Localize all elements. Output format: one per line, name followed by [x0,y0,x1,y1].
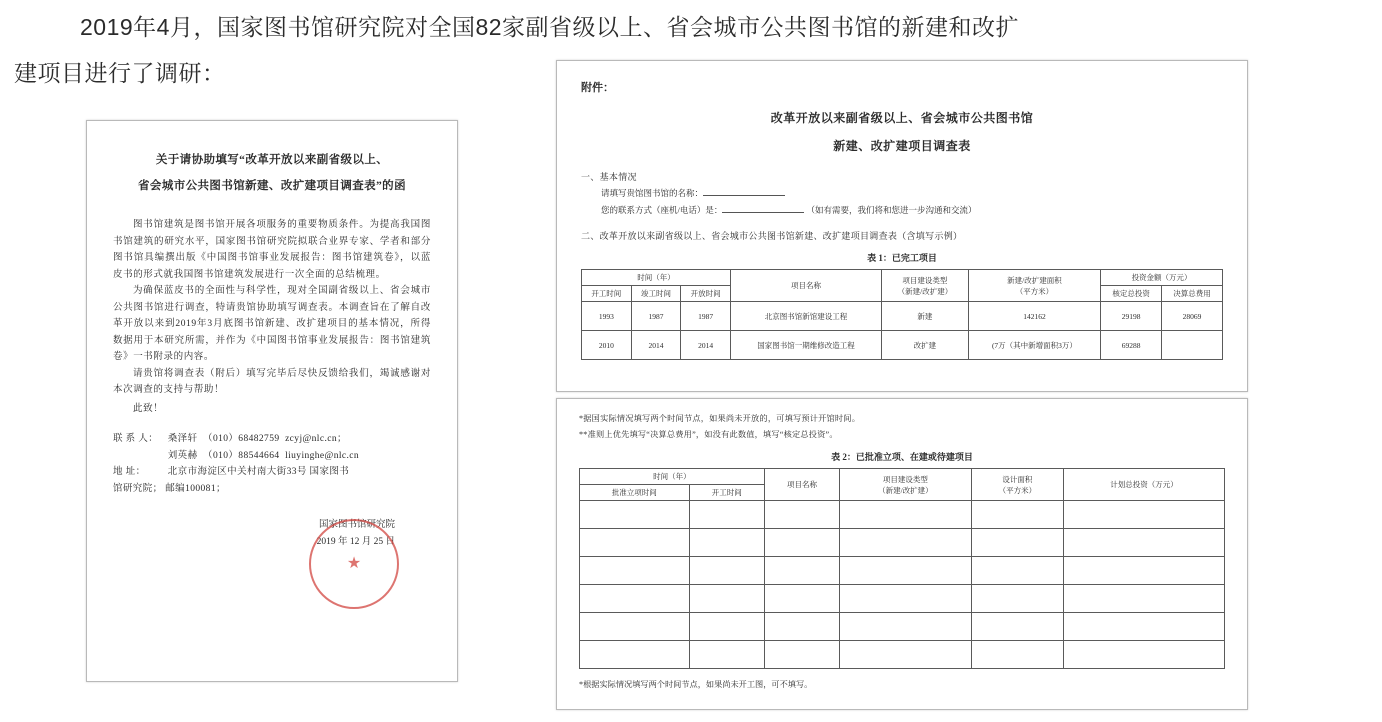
contact-email-2: liuyinghe@nlc.cn [285,450,360,461]
th2-build-type-main: 项目建设类型 [882,474,928,484]
red-seal-icon [309,519,399,609]
form-section-1-heading: 一、基本情况 [581,172,637,182]
th-approved-invest: 核定总投资 [1101,286,1162,302]
cell-approved-1: 29198 [1101,302,1162,331]
address-row [113,464,431,481]
contact-row-2 [113,448,431,465]
letter-body [113,217,431,417]
th-complete-time: 竣工时间 [631,286,681,302]
th-area-sub: （平方米） [1015,286,1054,296]
empty-cell[interactable] [689,529,764,557]
form-footnote: *根据实际情况填写两个时间节点，如果尚未开工图，可不填写。 [579,680,813,689]
empty-cell[interactable] [971,557,1063,585]
form-field-1 [601,185,1223,202]
empty-cell[interactable] [840,529,971,557]
signature-date: 2019 年 12 月 25 日 [316,537,395,547]
signature-org: 国家图书馆研究院 [318,520,395,530]
cell-start-1: 1993 [582,302,632,331]
cell-name-1: 北京图书馆新馆建设工程 [730,302,881,331]
cell-approved-2: 69288 [1101,331,1162,360]
form-field-1-label: 请填写贵馆图书馆的名称： [601,188,704,198]
th-area-main: 新建/改扩建面积 [1007,275,1062,285]
planned-projects-table [579,468,1225,669]
contact-row-1 [113,431,431,448]
letter-title-line-2: 省会城市公共图书馆新建、改扩建项目调查表”的函 [138,180,406,192]
th2-invest: 计划总投资（万元） [1064,469,1225,501]
cell-complete-2: 2014 [631,331,681,360]
cell-complete-1: 1987 [631,302,681,331]
survey-form-top-scan [556,60,1248,392]
empty-cell[interactable] [580,613,690,641]
form-top-title-line-2: 新建、改扩建项目调查表 [833,139,971,153]
empty-cell[interactable] [971,641,1063,669]
empty-cell[interactable] [764,529,839,557]
empty-cell[interactable] [764,501,839,529]
table-2-header-row-1 [580,469,1225,485]
letter-salute: 此致！ [133,403,164,414]
th2-area-sub: （平方米） [998,485,1037,495]
letter-scan-image [86,120,458,682]
empty-cell[interactable] [580,529,690,557]
form-top-inner [557,61,1247,380]
th2-build-type [840,469,971,501]
empty-cell[interactable] [1064,641,1225,669]
th-settled-cost: 决算总费用 [1162,286,1223,302]
table-row [580,557,1225,585]
cell-name-2: 国家图书馆一期维修改造工程 [730,331,881,360]
table-row [580,641,1225,669]
empty-cell[interactable] [580,585,690,613]
letter-paragraph-3: 请贵馆将调查表（附后）填写完毕后尽快反馈给我们，竭诚感谢对本次调查的支持与帮助！ [113,368,431,395]
th-start-time: 开工时间 [582,286,632,302]
form-field-2-tail: （如有需要，我们将和您进一步沟通和交流） [806,205,977,215]
th2-project-name: 项目名称 [764,469,839,501]
table-2-body [580,501,1225,669]
th2-approval-time: 批准立项时间 [580,485,690,501]
th-build-type-main: 项目建设类型 [902,275,948,285]
form-top-title [581,104,1223,160]
empty-cell[interactable] [1064,585,1225,613]
form-note-1: *据国实际情况填写两个时间节点，如果尚未开放的，可填写预计开馆时间。 [579,414,861,423]
empty-cell[interactable] [764,585,839,613]
attachment-label: 附件： [581,82,614,94]
address-label: 地 址： [113,467,146,477]
letter-paragraph-1: 图书馆建筑是图书馆开展各项服务的重要物质条件。为提高我国图书馆建筑的研究水平，国家图书馆研究院拟联合业界专家、学者和部分图书馆具编撰出版《中国图书馆事业发展报告：图书馆建筑卷》，以蓝皮书的形式就我国图书馆建筑发展进行一次全面的总结梳理。 [113,220,431,280]
table-1-body [582,302,1223,360]
table-row [582,331,1223,360]
th2-area [971,469,1063,501]
empty-cell[interactable] [1064,529,1225,557]
form-bottom-inner [557,399,1247,701]
table-2-head [580,469,1225,501]
empty-cell[interactable] [840,501,971,529]
contact-name-1: 桑泽轩 [167,434,198,444]
cell-area-1: 142162 [968,302,1100,331]
empty-cell[interactable] [764,641,839,669]
letter-paragraph-2: 为确保蓝皮书的全面性与科学性，现对全国副省级以上、省会城市公共图书馆进行调查，特请贵馆协助填写调查表。本调查旨在了解自改革开放以来到2019年3月底图书馆新建、改扩建项目的基本情况，所得数据用于本研究所需，并作为《中国图书馆事业发展报告：图书馆建筑卷》一书附录的内容。 [113,286,431,362]
table-row [580,501,1225,529]
address-row-2 [113,481,431,498]
empty-cell[interactable] [689,613,764,641]
empty-cell[interactable] [971,529,1063,557]
th-invest-group: 投资金额（万元） [1101,270,1223,286]
survey-form-bottom-scan [556,398,1248,710]
th2-build-type-sub: （新建/改扩建） [878,485,933,495]
intro-line-2: 建项目进行了调研： [14,60,226,86]
table-row [580,613,1225,641]
form-field-2-label: 您的联系方式（座机/电话）是： [601,205,723,215]
th-project-name: 项目名称 [730,270,881,302]
contact-label-1: 联 系 人： [113,434,159,444]
table-row [580,585,1225,613]
cell-open-2: 2014 [681,331,731,360]
th2-start-time: 开工时间 [689,485,764,501]
empty-cell[interactable] [764,613,839,641]
empty-cell[interactable] [1064,613,1225,641]
form-field-1-blank[interactable] [703,195,785,196]
cell-open-1: 1987 [681,302,731,331]
form-note-2: **准则上优先填写“决算总费用”，如没有此数值，填写“核定总投资”。 [579,430,838,439]
cell-settled-1: 28069 [1162,302,1223,331]
cell-area-2: (7万（其中新增面积3万） [968,331,1100,360]
empty-cell[interactable] [840,613,971,641]
contact-phone-1: （010）68482759 [203,434,280,444]
th-build-type-sub: （新建/改扩建） [897,286,953,296]
table-1-head [582,270,1223,302]
table-row [582,302,1223,331]
th-time-group: 时间（年） [582,270,731,286]
completed-projects-table [581,269,1223,360]
letter-title [113,147,431,199]
empty-cell[interactable] [689,557,764,585]
empty-cell[interactable] [971,585,1063,613]
form-field-2 [601,202,1223,219]
empty-cell[interactable] [840,585,971,613]
cell-type-1: 新建 [882,302,969,331]
letter-title-line-1: 关于请协助填写“改革开放以来副省级以上、 [155,154,389,166]
cell-settled-2 [1162,331,1223,360]
contact-email-1: zcyj@nlc.cn； [285,434,347,444]
letter-inner [87,121,457,681]
th2-time-group: 时间（年） [580,469,765,485]
th-build-type [882,270,969,302]
empty-cell[interactable] [580,557,690,585]
empty-cell[interactable] [764,557,839,585]
table-1-caption: 表 1：已完工项目 [867,253,937,263]
empty-cell[interactable] [840,641,971,669]
empty-cell[interactable] [580,641,690,669]
empty-cell[interactable] [689,641,764,669]
empty-cell[interactable] [689,585,764,613]
contact-name-2: 刘英赫 [167,450,198,461]
form-top-title-line-1: 改革开放以来副省级以上、省会城市公共图书馆 [770,111,1034,125]
table-1-header-row-1 [582,270,1223,286]
th-area [968,270,1100,302]
contact-phone-2: （010）88544664 [203,450,280,461]
address-line-2: 馆研究院； 邮编100081； [113,483,226,494]
empty-cell[interactable] [1064,557,1225,585]
table-2-caption: 表 2：已批准立项、在建或待建项目 [831,452,973,462]
empty-cell[interactable] [971,501,1063,529]
intro-line-1: 2019年4月，国家图书馆研究院对全国82家副省级以上、省会城市公共图书馆的新建和改扩 [80,14,1020,40]
th-open-time: 开放时间 [681,286,731,302]
empty-cell[interactable] [840,557,971,585]
empty-cell[interactable] [1064,501,1225,529]
form-field-2-blank[interactable] [722,212,804,213]
seal-star-icon: ★ [346,555,362,572]
cell-type-2: 改扩建 [882,331,969,360]
letter-contacts [113,431,431,497]
cell-start-2: 2010 [582,331,632,360]
form-section-2-heading: 二、改革开放以来副省级以上、省会城市公共图书馆新建、改扩建项目调查表（含填写示例） [581,231,963,241]
empty-cell[interactable] [971,613,1063,641]
th2-area-main: 设计面积 [1002,474,1033,484]
empty-cell[interactable] [580,501,690,529]
empty-cell[interactable] [689,501,764,529]
address-line-1: 北京市海淀区中关村南大街33号 国家图书 [167,467,350,477]
table-row [580,529,1225,557]
